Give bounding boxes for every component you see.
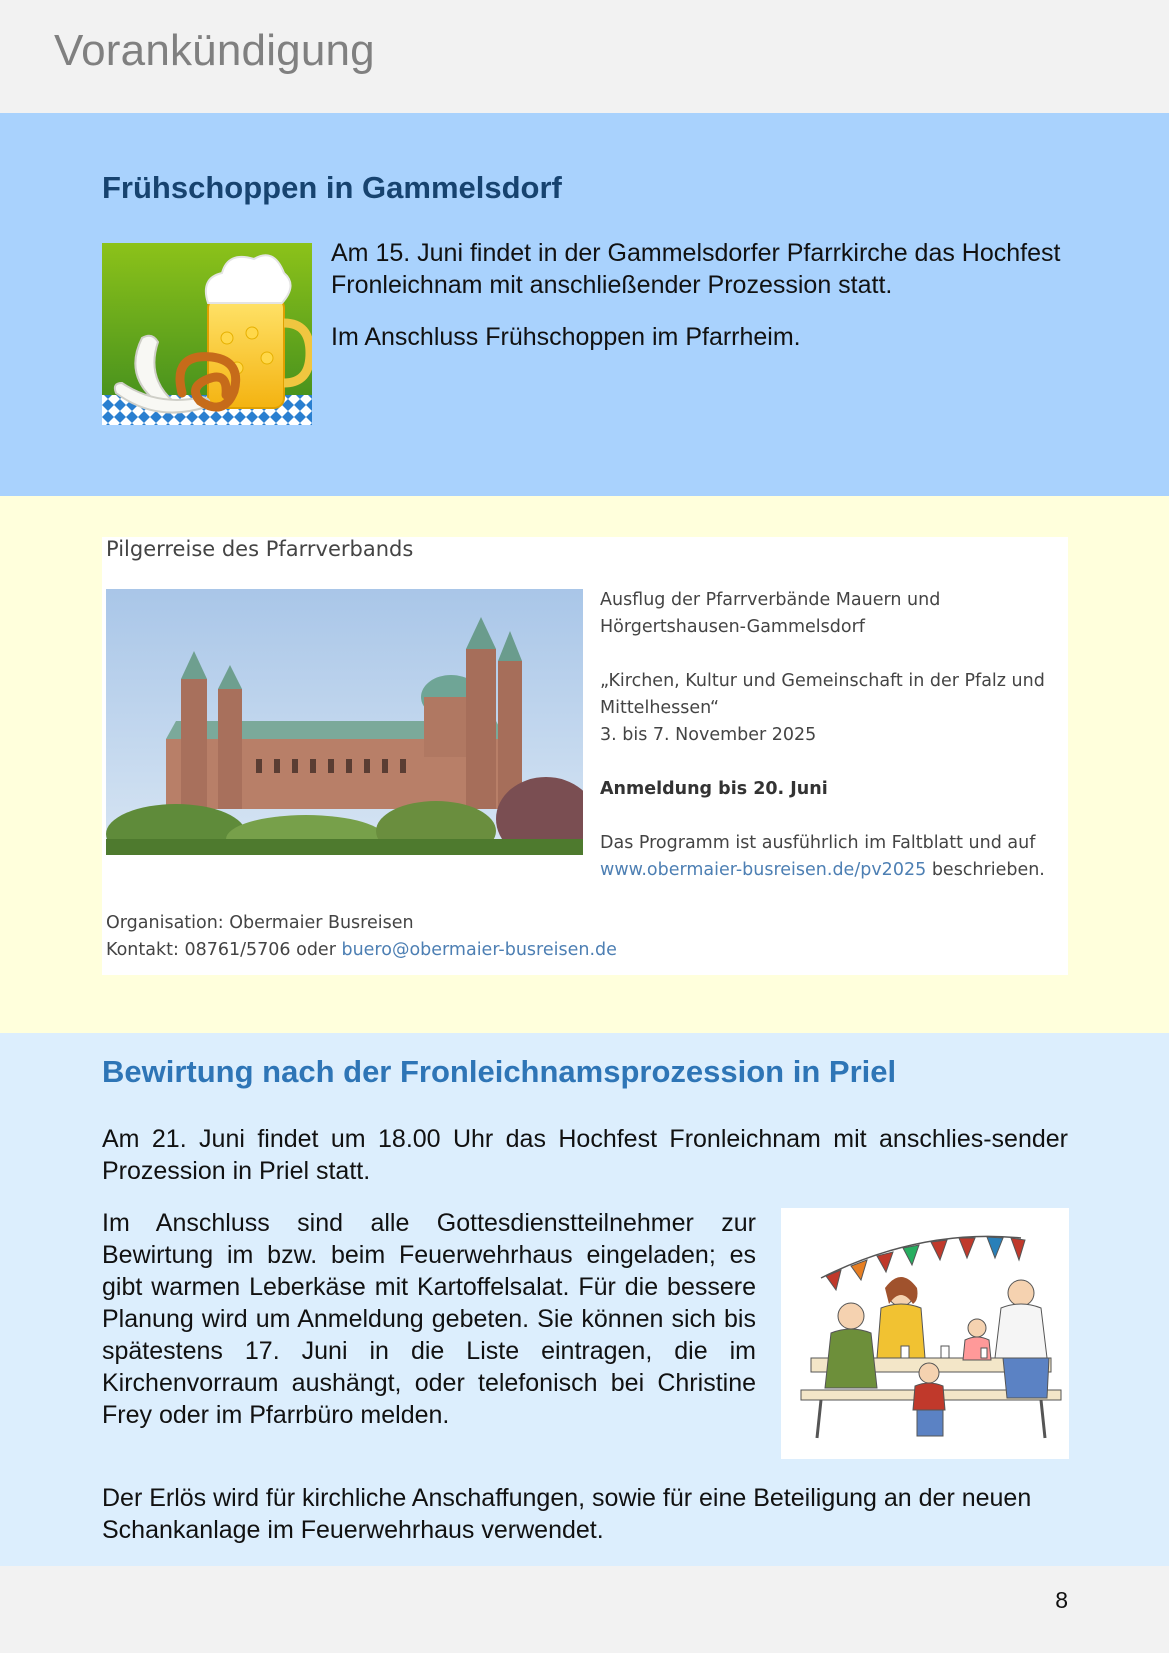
pilgerreise-motto: „Kirchen, Kultur und Gemeinschaft in der Pfalz und Mittelhessen“	[600, 671, 1045, 718]
organisation-line: Organisation: Obermaier Busreisen	[106, 913, 414, 933]
bewirtung-section	[0, 1033, 1169, 1566]
bewirtung-paragraph-1: Am 21. Juni findet um 18.00 Uhr das Hochfest Fronleichnam mit anschlies-sender Prozession in Priel statt.	[102, 1125, 1068, 1185]
fruehschoppen-paragraph: Am 15. Juni findet in der Gammelsdorfer Pfarrkirche das Hochfest Fronleichnam mit anschließender Prozession statt.	[331, 239, 1061, 299]
fruehschoppen-section	[0, 113, 1169, 496]
program-text: Das Programm ist ausführlich im Faltblatt und auf	[600, 833, 1036, 853]
pilgerreise-card	[102, 537, 1068, 975]
contact-text: Kontakt: 08761/5706 oder	[106, 940, 336, 960]
bewirtung-paragraph-2: Im Anschluss sind alle Gottesdienstteilnehmer zur Bewirtung im bzw. beim Feuerwehrhaus eingeladen; es gibt warmen Leberkäse mit Kartoffelsalat. Für die bessere Planung wird um Anmeldung gebeten. Sie können sich bis spätestens 17. Juni in die Liste eintragen, die im Kirchenvorraum aushängt, oder telefonisch bei Christine Frey oder im Pfarrbüro melden.	[102, 1209, 756, 1429]
program-suffix: beschrieben.	[931, 860, 1045, 880]
program-link[interactable]: www.obermaier-busreisen.de/pv2025	[600, 860, 927, 880]
bewirtung-paragraph-3: Der Erlös wird für kirchliche Anschaffungen, sowie für eine Beteiligung an der neuen Schankanlage im Feuerwehrhaus verwendet.	[102, 1484, 1032, 1544]
page-header	[0, 0, 1169, 113]
pilgerreise-title: Pilgerreise des Pfarrverbands	[106, 537, 414, 561]
beer-pretzel-illustration	[102, 243, 312, 425]
pilgerreise-motto-block	[600, 668, 1060, 749]
pilgerreise-dates: 3. bis 7. November 2025	[600, 725, 817, 745]
pilgerreise-info	[600, 587, 1060, 911]
festival-table-illustration	[781, 1208, 1069, 1459]
fruehschoppen-paragraph: Im Anschluss Frühschoppen im Pfarrheim.	[331, 323, 801, 351]
pilgerreise-section	[0, 496, 1169, 1033]
cathedral-photo	[106, 589, 583, 855]
pilgerreise-program	[600, 830, 1060, 884]
contact-line	[106, 937, 617, 964]
pilgerreise-intro: Ausflug der Pfarrverbände Mauern und Hörgertshausen-Gammelsdorf	[600, 590, 941, 637]
fruehschoppen-text	[331, 237, 1091, 373]
pilgerreise-deadline: Anmeldung bis 20. Juni	[600, 779, 828, 799]
contact-email-link[interactable]: buero@obermaier-busreisen.de	[341, 940, 617, 960]
bewirtung-heading: Bewirtung nach der Fronleichnamsprozession in Priel	[102, 1054, 897, 1089]
page-number: 8	[1055, 1587, 1068, 1613]
fruehschoppen-heading: Frühschoppen in Gammelsdorf	[102, 170, 562, 205]
pilgerreise-footer	[106, 910, 617, 964]
page-title: Vorankündigung	[54, 26, 375, 75]
